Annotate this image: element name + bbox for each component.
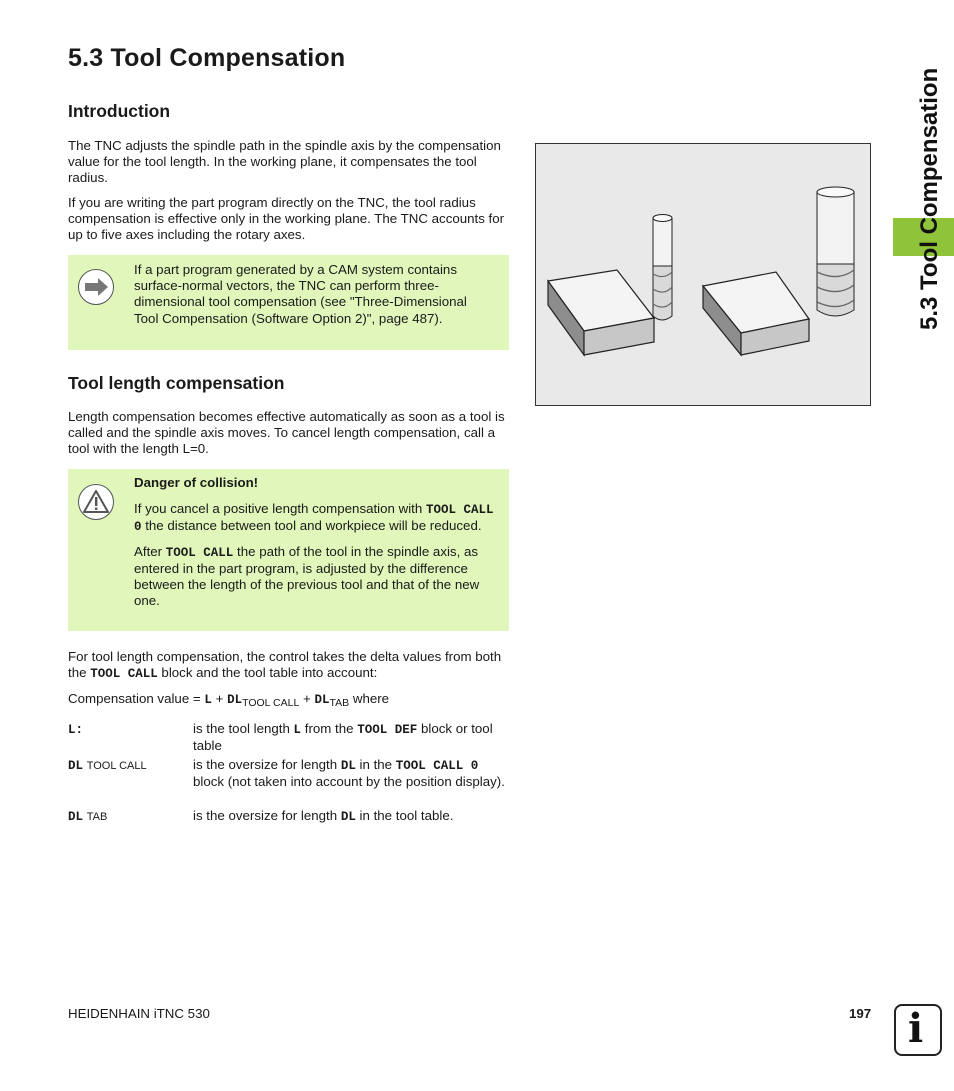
formula-dl: DL (314, 693, 330, 707)
workpiece-block-right (703, 272, 809, 355)
definition-key (68, 808, 107, 824)
definition-value (193, 721, 511, 754)
def-text: is the tool length (193, 721, 290, 736)
info-icon (894, 1004, 942, 1056)
section-heading-tool-length: Tool length compensation (68, 373, 285, 393)
warning-content (134, 475, 498, 609)
def-code: DL (340, 759, 356, 773)
key-code: L: (68, 723, 84, 737)
intro-paragraph-1: The TNC adjusts the spindle path in the spindle axis by the compensation value for the tool length. In the working plane, it compensates the tool radius. (68, 138, 501, 186)
formula-plus: + (215, 691, 224, 706)
def-text: block or tool table (193, 721, 493, 754)
code-tool-call: TOOL CALL (90, 667, 158, 682)
page-title: 5.3 Tool Compensation (68, 44, 346, 72)
definition-key (68, 721, 83, 737)
workpiece-block-left (548, 270, 654, 355)
page-number: 197 (849, 1006, 872, 1021)
warning-paragraph-1 (134, 501, 498, 535)
key-code: DL (68, 759, 84, 773)
compensation-formula (68, 691, 510, 711)
section-heading-introduction: Introduction (68, 101, 171, 121)
intro-paragraph-2: If you are writing the part program directly on the TNC, the tool radius compensation is effective only in the working plane. The TNC accounts for up to five axes including the rotary axes. (68, 195, 505, 243)
tool-compensation-figure (535, 143, 871, 406)
formula-dl: DL (227, 693, 243, 707)
warning-paragraph-2 (134, 544, 498, 610)
length-p2-text-end: block and the tool table into account: (161, 665, 378, 681)
key-code: DL (68, 810, 84, 824)
formula-plus: + (303, 691, 311, 706)
end-mill-tool-left (653, 215, 672, 321)
note-text: If a part program generated by a CAM system contains surface-normal vectors, the TNC can perform three-dimensional tool compensation (see "Three-Dimensional Tool Compensation (Software Option 2)", page 487). (134, 262, 467, 326)
warning-p2-text: After (134, 543, 163, 559)
def-text: from the (304, 721, 354, 736)
def-code: DL (340, 810, 356, 824)
def-text: in the tool table. (359, 808, 454, 823)
code-tool-call-0: TOOL CALL 0 (134, 503, 494, 535)
footer-product-name: HEIDENHAIN iTNC 530 (68, 1006, 210, 1021)
def-text: is the oversize for length (193, 808, 338, 823)
definition-key (68, 757, 147, 773)
tool-workpiece-illustration (536, 144, 870, 405)
info-glyph: i (908, 1005, 924, 1052)
warning-triangle-icon (78, 484, 114, 520)
def-code: TOOL CALL 0 (395, 759, 479, 773)
formula-l: L (204, 693, 212, 707)
warning-p2-text-end: the path of the tool in the spindle axis, as entered in the part program, is adjusted by the difference between the length of the previous tool and that of the new one. (134, 543, 480, 609)
def-code: TOOL DEF (357, 723, 418, 737)
arrow-right-icon (78, 269, 114, 305)
key-sub: TOOL CALL (86, 760, 147, 772)
length-paragraph-1: Length compensation becomes effective automatically as soon as a tool is called and the spindle axis moves. To cancel length compensation, call a tool with the length L=0. (68, 409, 505, 457)
def-text: is the oversize for length (193, 757, 338, 772)
length-paragraph-2 (68, 649, 510, 682)
definition-value (193, 808, 511, 825)
warning-p1-text-end: the distance between tool and workpiece will be reduced. (145, 518, 482, 534)
warning-p1-text: If you cancel a positive length compensation with (134, 501, 423, 517)
def-text: block (not taken into account by the position display). (193, 774, 505, 790)
def-code: L (293, 723, 302, 737)
formula-prefix: Compensation value = (68, 691, 201, 706)
definition-value (193, 757, 511, 790)
length-p2-text: For tool length compensation, the control takes the delta values from both the (68, 649, 502, 681)
warning-title: Danger of collision! (134, 475, 259, 490)
note-box (68, 255, 509, 350)
def-text: in the (359, 757, 393, 772)
warning-box (68, 469, 509, 631)
end-mill-tool-right (817, 187, 854, 316)
side-chapter-title: 5.3 Tool Compensation (916, 67, 943, 330)
formula-sub-tool-call: TOOL CALL (242, 697, 300, 709)
key-sub: TAB (86, 811, 108, 823)
formula-sub-tab: TAB (329, 697, 350, 709)
code-tool-call: TOOL CALL (165, 545, 234, 560)
formula-suffix: where (352, 691, 390, 706)
